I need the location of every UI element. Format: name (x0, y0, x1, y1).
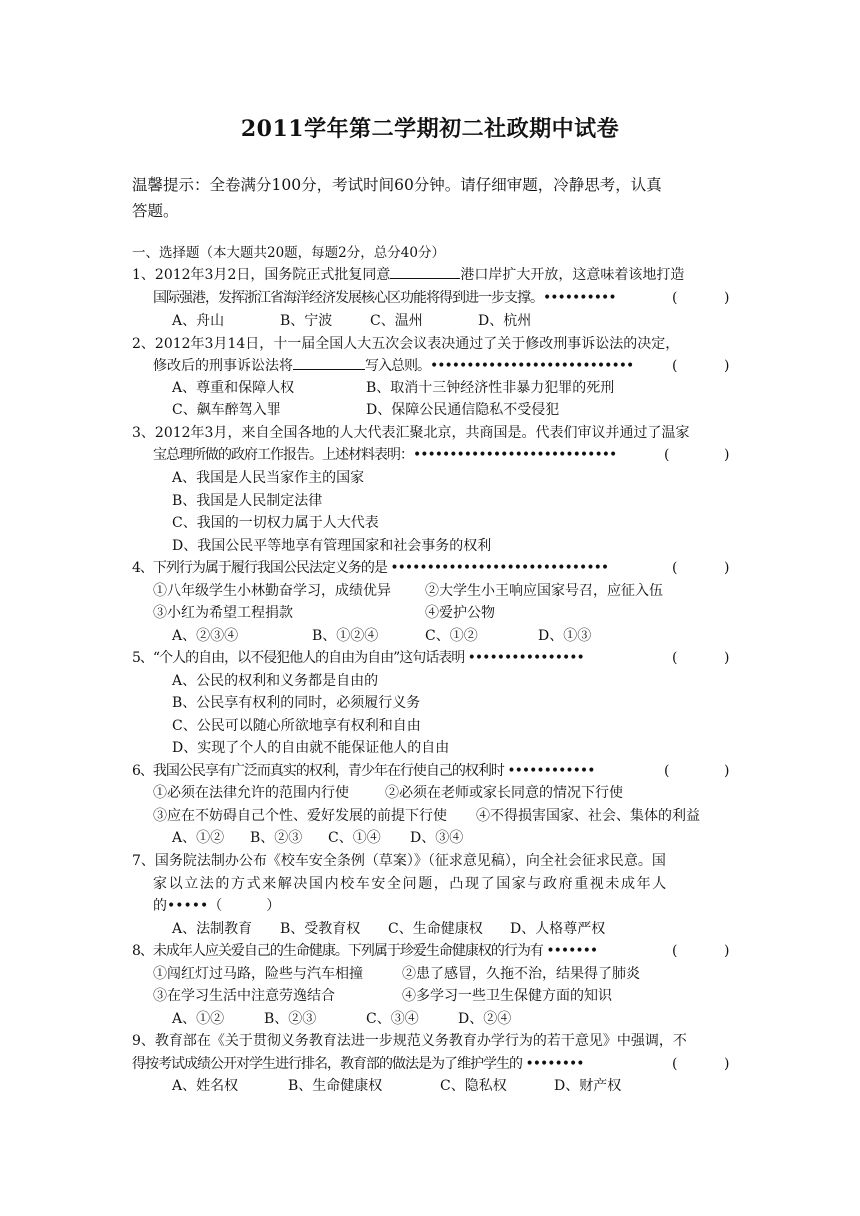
q4-option-a: A、②③④ (172, 628, 239, 644)
q7-option-b: B、受教育权 (280, 921, 361, 937)
q9-option-a: A、姓名权 (172, 1078, 239, 1094)
q4-option-d: D、①③ (538, 628, 592, 644)
q9-option-c: C、隐私权 (440, 1078, 507, 1094)
q1-option-b: B、宁波 (280, 313, 333, 329)
question-7-line-3 (153, 895, 280, 917)
q9-option-d: D、财产权 (554, 1078, 622, 1094)
q6-option-a: A、①② (172, 830, 225, 846)
q5-answer-open: ( (672, 650, 678, 666)
q1-text-a: 1、2012年3月2日，国务院正式批复同意 (132, 267, 391, 283)
q9-option-b: B、生命健康权 (288, 1078, 383, 1094)
exam-title: 2011学年第二学期初二社政期中试卷 (240, 116, 620, 142)
question-2-line-1: 2、2012年3月14日，十一届全国人大五次会议表决通过了关于修改刑事诉讼法的决定， (132, 336, 680, 352)
q4-option-b: B、①②④ (312, 628, 379, 644)
question-3-line-2: 宝总理所做的政府工作报告。上述材料表明：•••••••••••••••••••••••••••• (153, 447, 617, 463)
q8-answer-open: ( (672, 943, 678, 959)
q2-answer-close: ) (724, 358, 730, 374)
q4-item-1: ①八年级学生小林勤奋学习，成绩优异 (153, 583, 391, 599)
q7-option-a: A、法制教育 (172, 921, 253, 937)
q1-answer-close: ) (724, 290, 730, 306)
tip-line-1: 温馨提示：全卷满分100分，考试时间60分钟。请仔细审题，冷静思考，认真 (132, 176, 662, 194)
q7-text-b: ） (266, 898, 281, 914)
q2-option-c: C、飙车醉驾入罪 (172, 402, 281, 418)
question-7-line-2: 家以立法的方式来解决国内校车安全问题，凸现了国家与政府重视未成年人 (153, 876, 668, 892)
q1-option-c: C、温州 (370, 313, 423, 329)
question-6-line-1: 6、我国公民享有广泛而真实的权利，青少年在行使自己的权利时 •••••••••••• (132, 763, 595, 779)
q3-option-b: B、我国是人民制定法律 (172, 493, 323, 509)
q7-option-c: C、生命健康权 (388, 921, 483, 937)
q5-option-a: A、公民的权利和义务都是自由的 (172, 673, 379, 689)
q9-answer-close: ) (724, 1056, 730, 1072)
q3-answer-close: ) (724, 447, 730, 463)
q1-text-b: 港口岸扩大开放，这意味着该地打造 (460, 267, 685, 283)
q8-answer-close: ) (724, 943, 730, 959)
q2-text-a: 修改后的刑事诉讼法将 (153, 358, 293, 374)
section-heading: 一、选择题（本大题共20题，每题2分，总分40分） (132, 245, 445, 261)
q5-answer-close: ) (724, 650, 730, 666)
q2-option-a: A、尊重和保障人权 (172, 380, 295, 396)
q9-answer-open: ( (672, 1056, 678, 1072)
q6-option-b: B、②③ (250, 830, 303, 846)
q2-option-d: D、保障公民通信隐私不受侵犯 (366, 402, 560, 418)
q2-text-b: 写入总则。•••••••••••••••••••••••••••• (365, 358, 634, 374)
q8-item-3: ③在学习生活中注意劳逸结合 (153, 988, 335, 1004)
question-9-line-1: 9、教育部在《关于贯彻义务教育法进一步规范义务教育办学行为的若干意见》中强调，不 (132, 1033, 687, 1049)
q8-item-4: ④多学习一些卫生保健方面的知识 (402, 988, 612, 1004)
q5-option-b: B、公民享有权利的同时，必须履行义务 (172, 695, 421, 711)
q6-answer-open: ( (664, 763, 670, 779)
question-1-line-1 (132, 264, 684, 286)
q6-item-1: ①必须在法律允许的范围内行使 (153, 785, 349, 801)
q7-option-d: D、人格尊严权 (510, 921, 606, 937)
q6-item-4: ④不得损害国家、社会、集体的利益 (476, 808, 700, 824)
q3-option-a: A、我国是人民当家作主的国家 (172, 470, 365, 486)
q4-answer-open: ( (672, 560, 678, 576)
q3-answer-open: ( (664, 447, 670, 463)
q8-option-c: C、③④ (366, 1011, 419, 1027)
q6-option-d: D、③④ (410, 830, 464, 846)
q1-text-c: 国际强港，发挥浙江省海洋经济发展核心区功能将得到进一步支撑。•••••••••• (153, 290, 616, 306)
q1-option-a: A、舟山 (172, 313, 225, 329)
tip-line-2: 答题。 (132, 202, 179, 220)
q8-item-1: ①闯红灯过马路，险些与汽车相撞 (153, 966, 363, 982)
q8-item-2: ②患了感冒，久拖不治，结果得了肺炎 (402, 966, 640, 982)
tip-text (132, 172, 732, 224)
q6-answer-close: ) (724, 763, 730, 779)
q2-blank (293, 355, 365, 370)
q1-option-d: D、杭州 (478, 313, 532, 329)
q4-item-2: ②大学生小王响应国家号召，应征入伍 (425, 583, 663, 599)
q6-option-c: C、①④ (328, 830, 381, 846)
question-7-line-1: 7、国务院法制办公布《校车安全条例（草案）》（征求意见稿），向全社会征求民意。国 (132, 853, 666, 869)
q8-option-b: B、②③ (264, 1011, 317, 1027)
q6-item-3: ③应在不妨碍自己个性、爱好发展的前提下行使 (153, 808, 447, 824)
q8-option-a: A、①② (172, 1011, 225, 1027)
question-5-line-1: 5、“个人的自由，以不侵犯他人的自由为自由”这句话表明 •••••••••••••••• (132, 650, 584, 666)
q3-option-c: C、我国的一切权力属于人大代表 (172, 515, 379, 531)
q7-text-a: 的•••••（ (153, 898, 223, 914)
q1-answer-open: ( (672, 290, 678, 306)
question-1-line-2 (153, 287, 616, 309)
q1-blank (390, 264, 460, 279)
q4-item-4: ④爱护公物 (425, 605, 495, 621)
question-4-line-1: 4、下列行为属于履行我国公民法定义务的是 •••••••••••••••••••••••••••••• (132, 560, 609, 576)
question-2-line-2 (153, 355, 633, 377)
q5-option-d: D、实现了个人的自由就不能保证他人的自由 (172, 740, 450, 756)
q4-option-c: C、①② (425, 628, 478, 644)
q3-option-d: D、我国公民平等地享有管理国家和社会事务的权利 (172, 538, 492, 554)
question-9-line-2: 得按考试成绩公开对学生进行排名，教育部的做法是为了维护学生的 •••••••• (132, 1056, 584, 1072)
q4-answer-close: ) (724, 560, 730, 576)
q5-option-c: C、公民可以随心所欲地享有权利和自由 (172, 718, 421, 734)
q2-option-b: B、取消十三钟经济性非暴力犯罪的死刑 (366, 380, 615, 396)
q4-item-3: ③小红为希望工程捐款 (153, 605, 293, 621)
q2-answer-open: ( (672, 358, 678, 374)
question-8-line-1: 8、未成年人应关爱自己的生命健康。下列属于珍爱生命健康权的行为有 ••••••• (132, 943, 598, 959)
q8-option-d: D、②④ (458, 1011, 512, 1027)
q6-item-2: ②必须在老师或家长同意的情况下行使 (385, 785, 623, 801)
question-3-line-1: 3、2012年3月，来自全国各地的人大代表汇聚北京，共商国是。代表们审议并通过了温家 (132, 425, 690, 441)
